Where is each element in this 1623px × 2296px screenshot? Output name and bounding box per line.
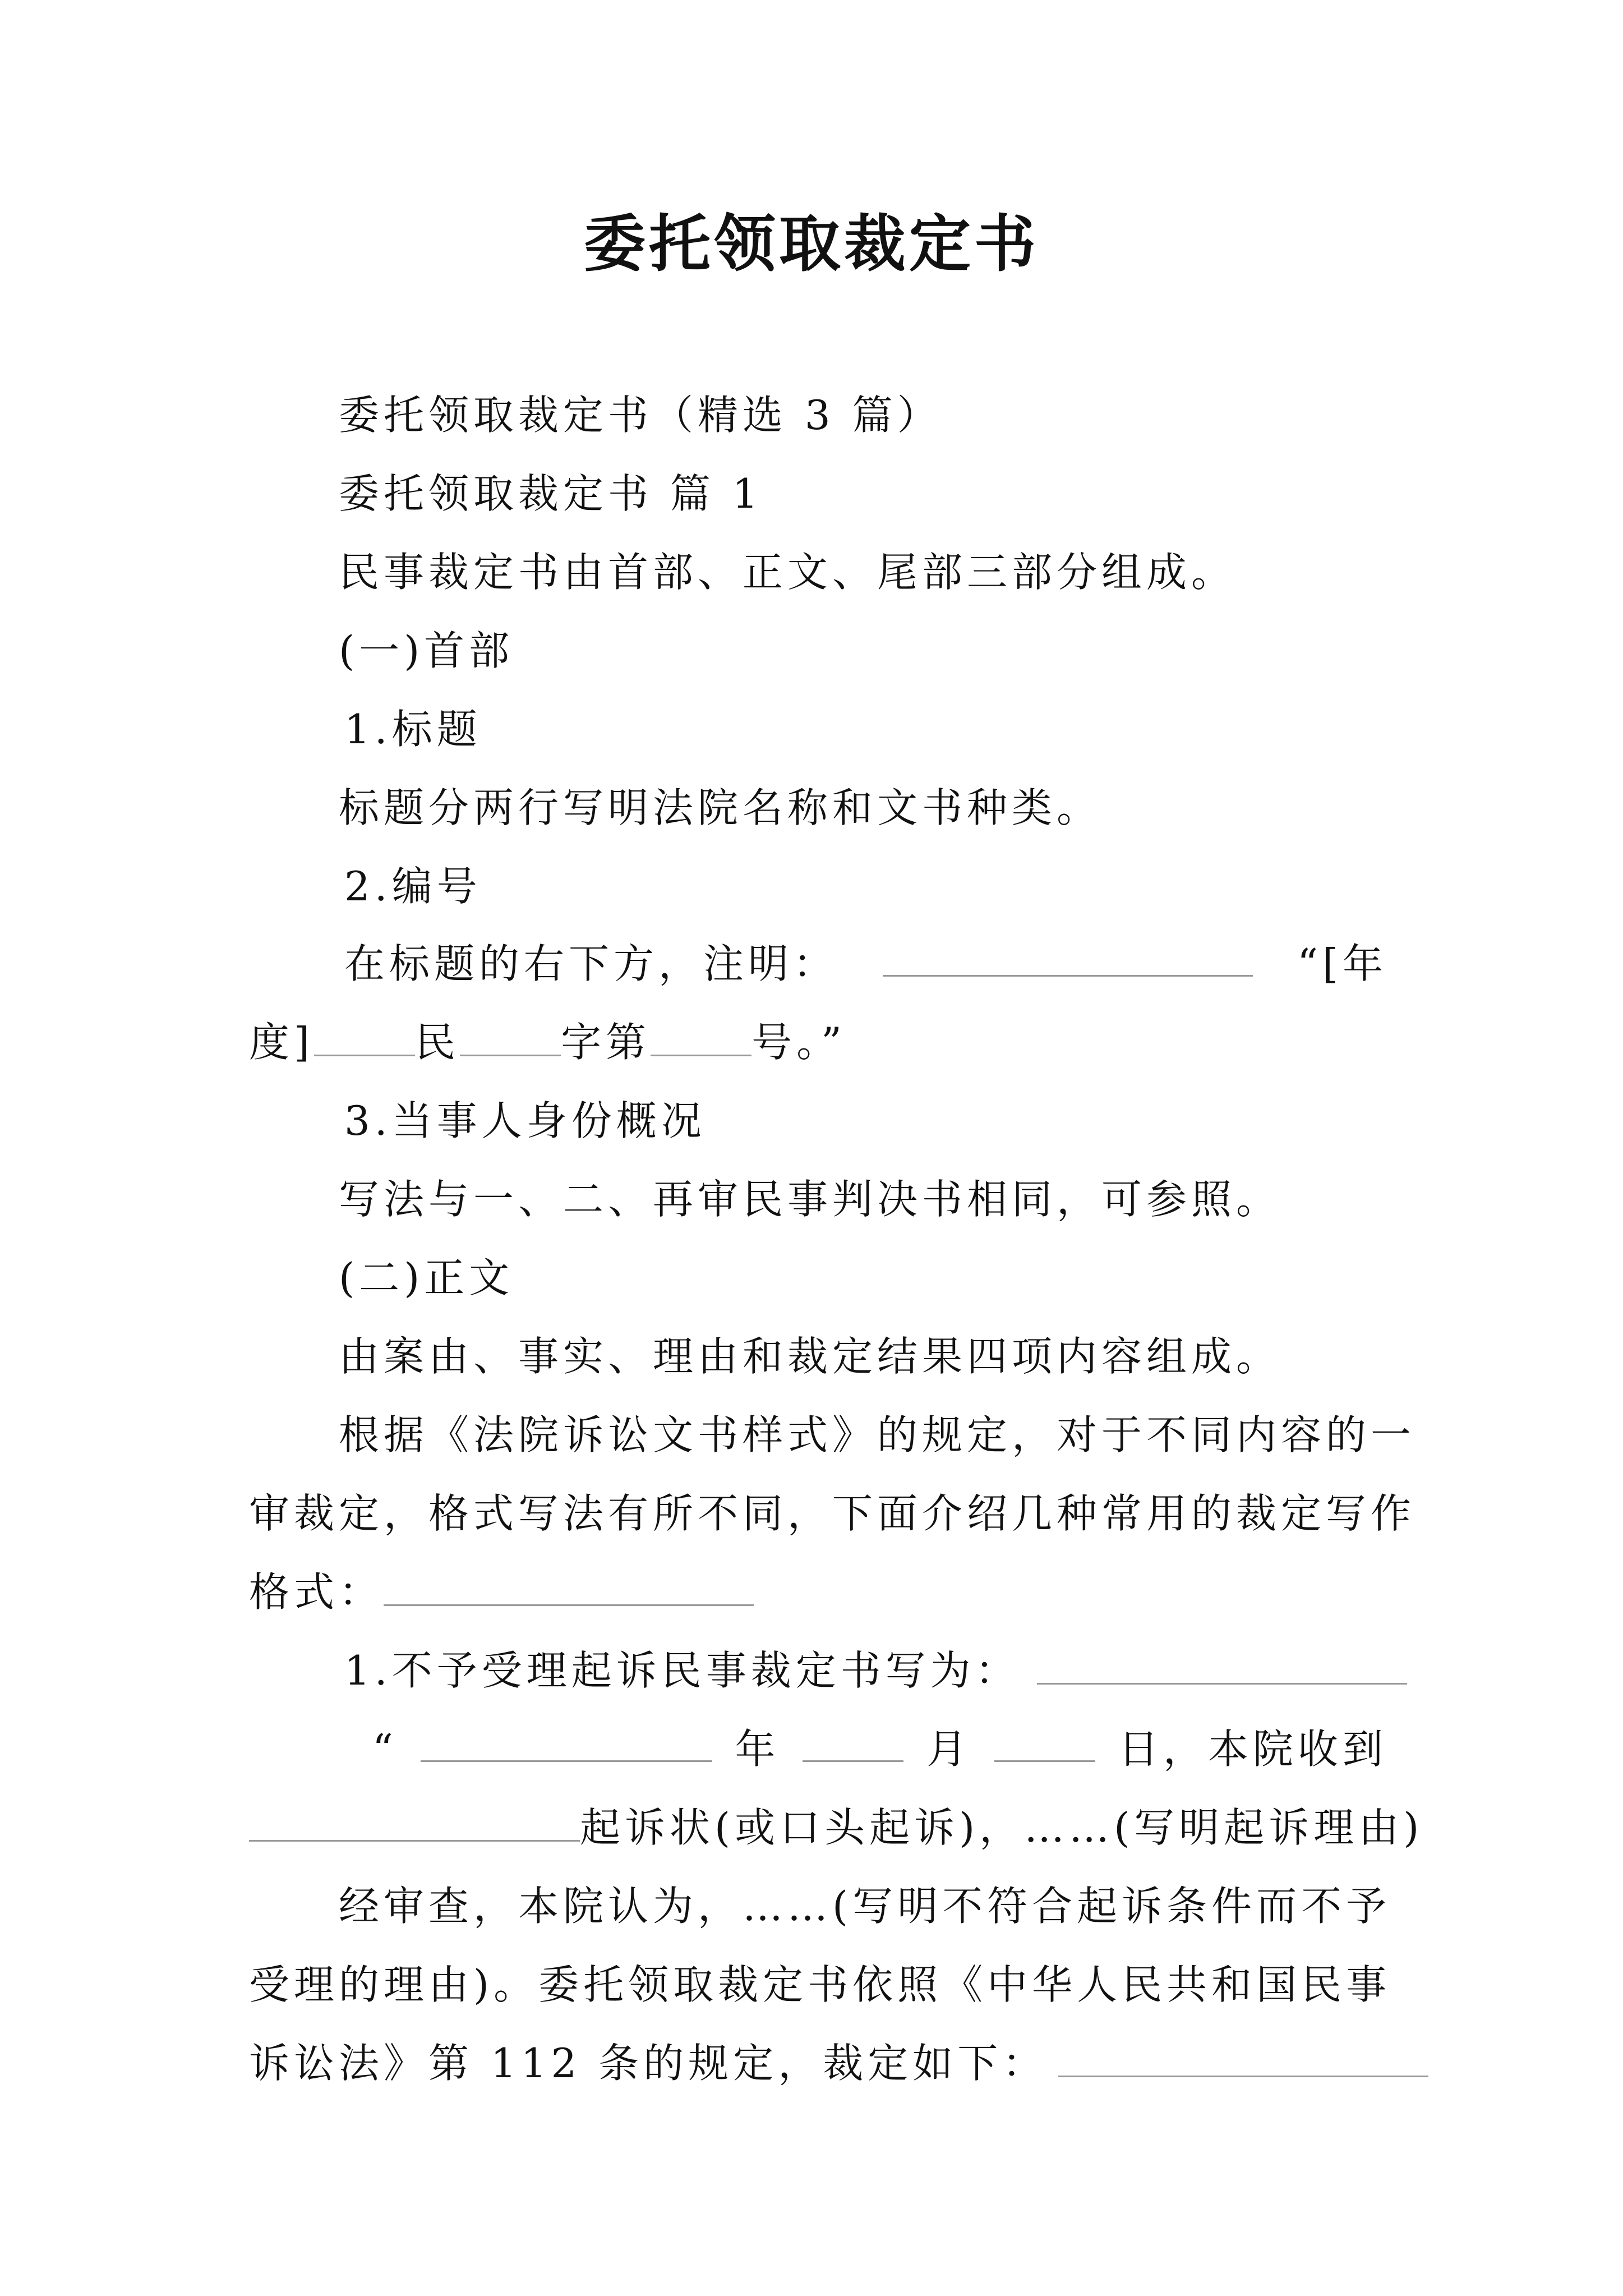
fill-blank [384,1565,754,1606]
paragraph: 标题分两行写明法院名称和文书种类。 [339,784,1102,831]
paragraph-format-line [249,1564,1387,1620]
text-fragment: 度] [249,1019,315,1066]
fill-blank [314,1015,415,1056]
fill-blank [460,1015,561,1056]
paragraph: 审裁定，格式写法有所不同，下面介绍几种常用的裁定写作 [249,1490,1416,1537]
paragraph-number-line-2 [249,1014,1387,1070]
text-fragment: 号。” [751,1019,846,1066]
paragraph-complaint-line [249,1800,1424,1856]
fill-blank [1037,1644,1407,1685]
fill-blank [651,1015,751,1056]
paragraph-final-line [249,2035,1387,2091]
text-fragment: 年 [735,1726,780,1773]
paragraph: 由案由、事实、理由和裁定结果四项内容组成。 [339,1333,1281,1380]
fill-blank [803,1721,903,1762]
document-title: 委托领取裁定书 [584,208,1039,280]
fill-blank [249,1801,580,1842]
text-fragment: 日，本院收到 [1118,1726,1387,1773]
text-fragment: 1.不予受理起诉民事裁定书写为： [344,1647,1020,1694]
paragraph: 受理的理由)。委托领取裁定书依照《中华人民共和国民事 [249,1961,1391,2008]
text-fragment: 格式： [249,1568,384,1616]
paragraph-section-heading: 委托领取裁定书 篇 1 [339,470,763,517]
subheading-title: 1.标题 [344,706,482,753]
section-heading-2: (二)正文 [339,1254,514,1301]
fill-blank [883,936,1253,977]
paragraph: 民事裁定书由首部、正文、尾部三部分组成。 [339,549,1237,596]
text-fragment: 字第 [561,1019,651,1066]
text-fragment: 在标题的右下方，注明： [344,940,838,987]
text-fragment: “[年 [1297,940,1387,987]
text-fragment: “ [372,1726,398,1773]
paragraph-rejection-heading [249,1642,1483,1699]
text-fragment: 民 [415,1019,460,1066]
subheading-number: 2.编号 [344,863,482,910]
paragraph-subtitle: 委托领取裁定书（精选 3 篇） [339,392,942,439]
paragraph-date-line [249,1721,1387,1777]
fill-blank [994,1721,1095,1762]
fill-blank [421,1721,712,1762]
paragraph: 根据《法院诉讼文书样式》的规定，对于不同内容的一 [339,1411,1416,1458]
paragraph-number-line-1 [249,936,1387,992]
paragraph: 经审查，本院认为，……(写明不符合起诉条件而不予 [339,1883,1391,1930]
fill-blank [1058,2036,1428,2077]
text-fragment: 诉讼法》第 112 条的规定，裁定如下： [249,2040,1048,2087]
subheading-parties: 3.当事人身份概况 [344,1097,706,1144]
text-fragment: 起诉状(或口头起诉)，……(写明起诉理由) [580,1804,1424,1851]
text-fragment: 月 [926,1726,972,1773]
section-heading-1: (一)首部 [339,627,514,674]
paragraph: 写法与一、二、再审民事判决书相同，可参照。 [339,1176,1281,1223]
